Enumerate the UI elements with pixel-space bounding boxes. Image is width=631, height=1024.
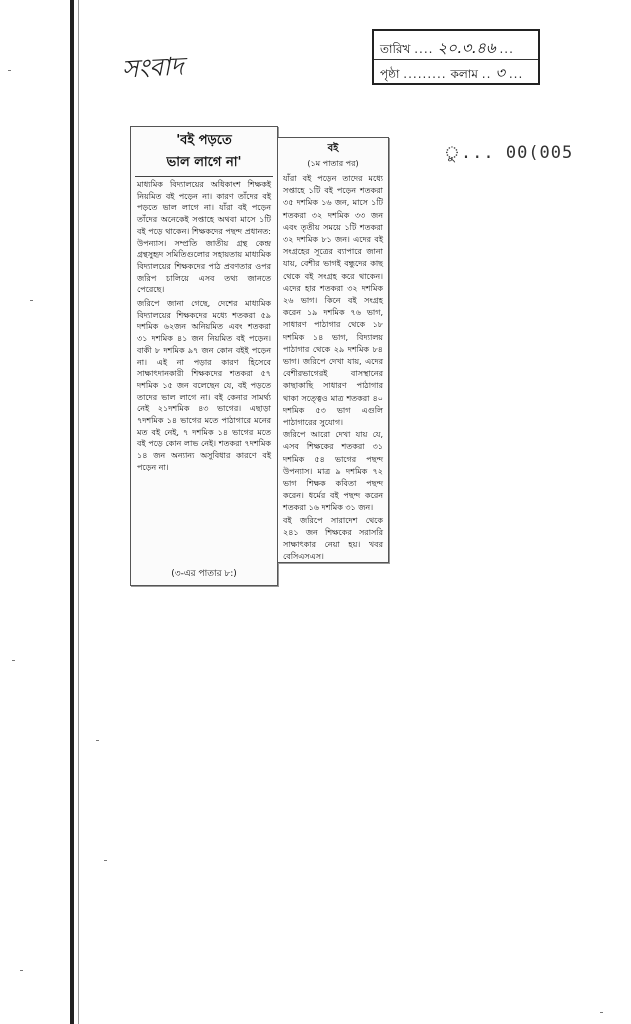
binding-edge xyxy=(70,0,74,1024)
scan-speck xyxy=(12,660,15,661)
news-clipping-main xyxy=(130,126,278,586)
article-paragraph: মাধ্যমিক বিদ্যালয়ের অধিকাংশ শিক্ষকই নিয়মিত বই পড়েন না। কারণ তাঁদের বই পড়তে ভাল লাগে না। যাঁরা বই পড়েন তাঁদের অনেকেই সপ্তাহে অথবা মাসে ১টি বই পড়ে থাকেন। শিক্ষকদের পছন্দ প্রধানত: উপন্যাস। সম্প্রতি জাতীয় গ্রন্থ কেন্দ্র গ্রন্থসুহৃদ সমিতিগুলোর সহায়তায় মাধ্যমিক বিদ্যালয়ের শিক্ষকদের পাঠ প্রবণতার ওপর জরিপ চালিয়ে এসব তথ্য জানতে পেরেছে। xyxy=(137,180,271,295)
stamp-page-label: পৃষ্ঠা xyxy=(380,67,400,81)
scan-speck xyxy=(96,740,99,741)
stamp-date-value: ২০.৩.৪৬ xyxy=(437,39,496,57)
continuation-note: (৩-এর পাতার ৮:) xyxy=(171,569,237,579)
stamp-column-value: ৩ xyxy=(495,64,505,82)
headline-line-2: ভাল লাগে না' xyxy=(166,155,242,170)
stamp-date-row: তারিখ .... ২০.৩.৪৬ ... xyxy=(380,39,514,57)
stamp-column-label: কলাম xyxy=(450,67,478,81)
scan-speck xyxy=(600,1012,603,1013)
headline-line-1: 'বই পড়তে xyxy=(176,133,232,148)
continuation-head: বই xyxy=(327,143,339,154)
article-paragraph: যাঁরা বই পড়েন তাদের মধ্যে সপ্তাহে ১টি বই পড়েন শতকরা ৩৫ দশমিক ১৬ জন, মাসে ১টি শতকরা ৩২ দশমিক ৩৩ জন এবং তৃতীয় সময়ে ১টি শতকরা ৩২ দশমিক ৮১ জন। এদের বই সংগ্রহের সূত্রের ব্যাপারে জানা যায়, বেশীর ভাগই বন্ধুদের কাছ থেকে বই সংগ্রহ করে থাকেন। এদের হার শতকরা ৩২ দশমিক ২৬ ভাগ। কিনে বই সংগ্রহ করেন ১৯ দশমিক ৭৬ ভাগ, সাধারণ পাঠাগার থেকে ১৮ দশমিক ১৪ ভাগ, বিদ্যালয় পাঠাগার থেকে ২৯ দশমিক ৮৪ ভাগ। জরিপে দেখা যায়, এদের বেশীরভাগেরই বাসস্থানের কাছাকাছি সাধারণ পাঠাগার থাকা সত্ত্বেও মাত্র শতকরা ৪০ দশমিক ৫৩ ভাগ এগুলি পাঠাগারের সুযোগ। xyxy=(283,174,383,428)
date-stamp xyxy=(372,29,540,85)
archive-serial-number: ু... 00(005 xyxy=(444,143,574,163)
article-paragraph: বই জরিপে সারাদেশ থেকে ২৪১ জন শিক্ষকের সরাসরি সাক্ষাৎকার নেয়া হয়। খবর বেসিএসএস। xyxy=(283,515,383,562)
stamp-divider xyxy=(374,59,538,60)
news-clipping-continuation xyxy=(277,137,389,563)
article-paragraph: জরিপে আরো দেখা যায় যে, এসব শিক্ষকের শতকরা ৩১ দশমিক ৫৪ ভাগের পছন্দ উপন্যাস। মাত্র ৯ দশমিক ৭২ ভাগ শিক্ষক কবিতা পছন্দ করেন। ধর্মের বই পছন্দ করেন শতকরা ১৬ দশমিক ৩১ জন। xyxy=(283,430,383,513)
clipping-headline xyxy=(135,127,273,177)
binding-line xyxy=(78,0,79,1024)
scan-speck xyxy=(30,300,33,301)
scan-speck xyxy=(20,970,23,971)
stamp-page-row: পৃষ্ঠা ......... কলাম .. ৩ ... xyxy=(380,64,524,82)
article-paragraph: জরিপে জানা গেছে, দেশের মাধ্যমিক বিদ্যালয়ের শিক্ষকদের মধ্যে শতকরা ৫৯ দশমিক ৬২জন অনিয়মিত এবং শতকরা ৩১ দশমিক ৪১ জন নিয়মিত বই পড়েন। বাকী ৮ দশমিক ৯৭ জন কোন বইই পড়েন না। এই না পড়ার কারণ হিসেবে সাক্ষাৎদানকারী শিক্ষকদের শতকরা ৫৭ দশমিক ১৫ জন বলেছেন যে, বই পড়তে তাদের ভাল লাগে না। বই কেনার সামর্থ্য নেই ২১দশমিক ৪৩ ভাগের। এছাড়া ৭দশমিক ১৪ ভাগের মতে পাঠাগারে মনের মত বই নেই, ৭ দশমিক ১৪ ভাগের মতে বই পড়ে কোন লাভ নেই। শতকরা ৭দশমিক ১৪ জন অন্যান্য অসুবিধার কারণে বই পড়েন না। xyxy=(137,299,271,472)
handwritten-source-note: সংবাদ xyxy=(121,51,185,84)
scan-speck xyxy=(8,70,11,71)
stamp-date-label: তারিখ xyxy=(380,42,411,56)
continuation-subhead: (১ম পাতার পর) xyxy=(307,159,359,168)
scan-speck xyxy=(104,860,107,861)
